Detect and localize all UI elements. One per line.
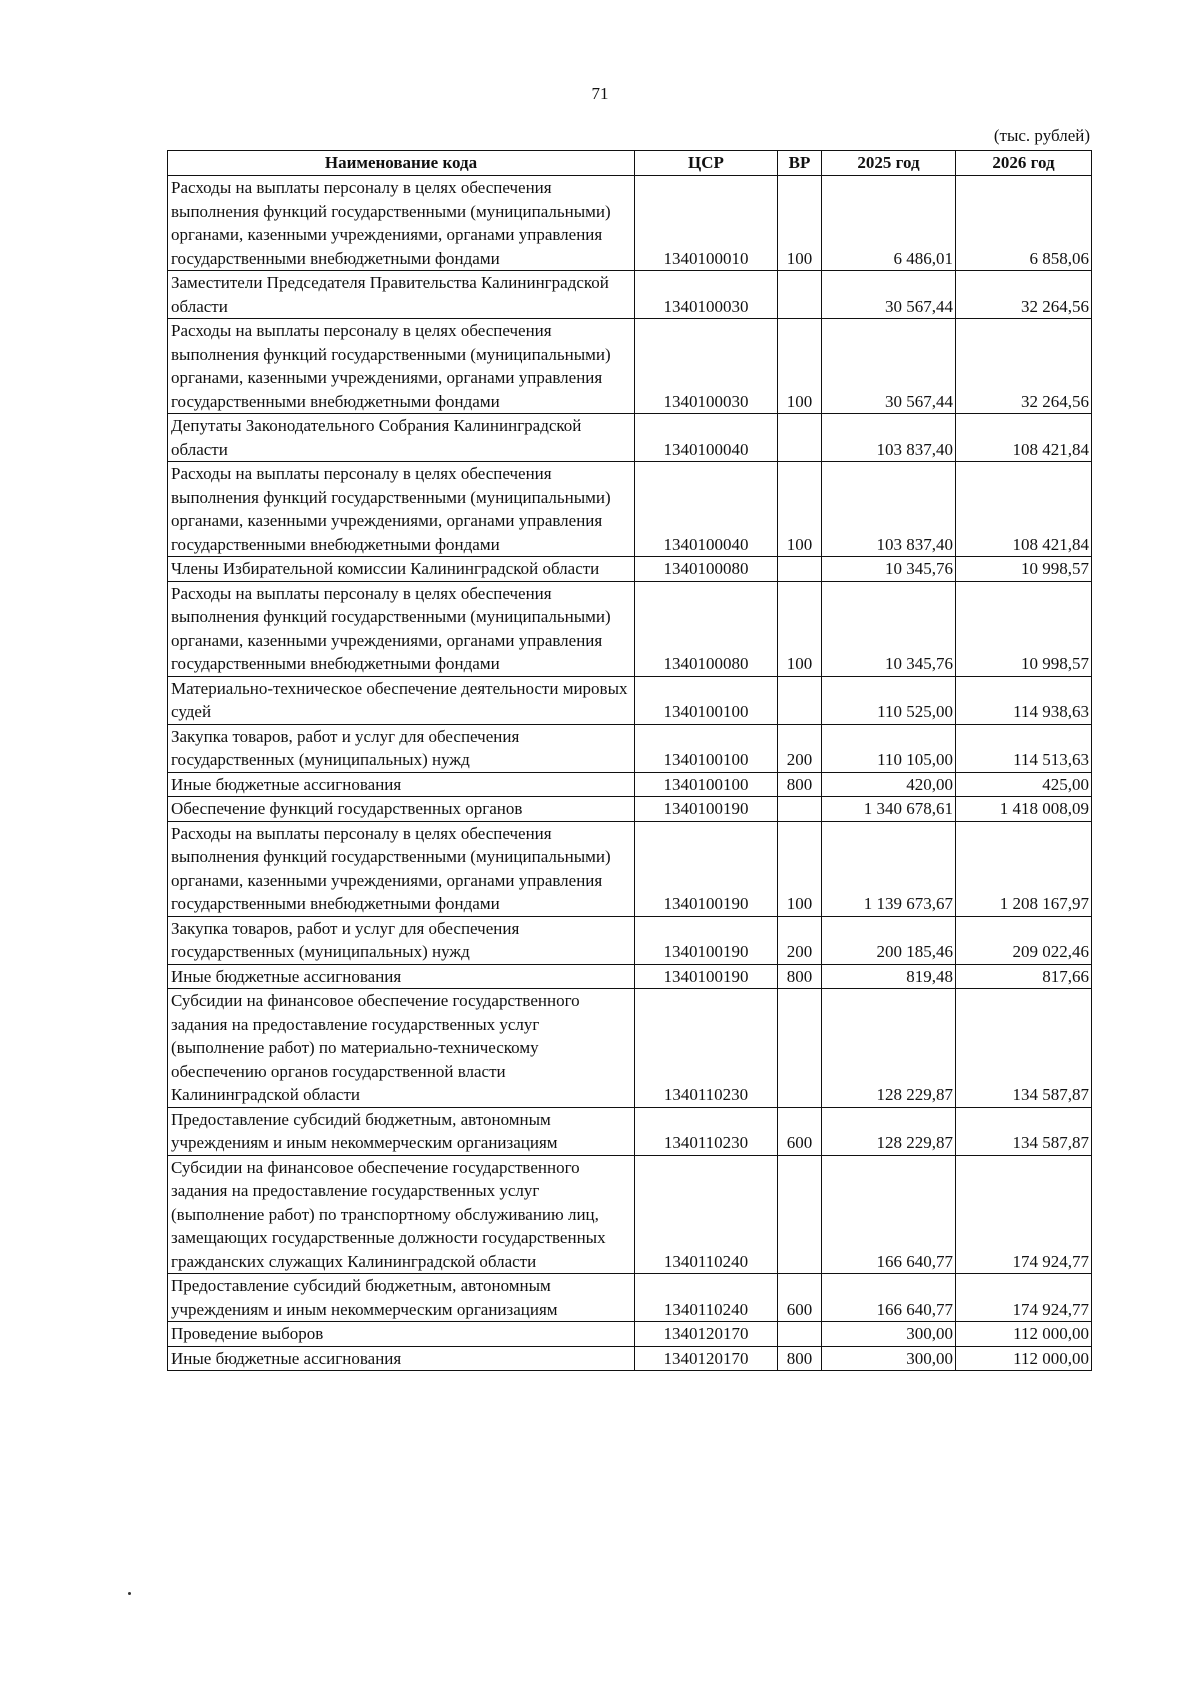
row-name-cell: Депутаты Законодательного Собрания Калининградской области: [168, 414, 635, 462]
row-2025-cell: 420,00: [822, 772, 956, 797]
table-row: [168, 676, 1092, 724]
table-row: [168, 1107, 1092, 1155]
row-code-cell: 1340110230: [635, 1107, 778, 1155]
row-vr-cell: 600: [778, 1107, 822, 1155]
row-code-cell: 1340110240: [635, 1274, 778, 1322]
row-name-cell: Предоставление субсидий бюджетным, автономным учреждениям и иным некоммерческим организациям: [168, 1107, 635, 1155]
table-row: [168, 1322, 1092, 1347]
row-code-cell: 1340120170: [635, 1322, 778, 1347]
row-code-cell: 1340100080: [635, 581, 778, 676]
row-2026-cell: 209 022,46: [956, 916, 1092, 964]
header-code: ЦСР: [635, 151, 778, 176]
row-name-cell: Расходы на выплаты персоналу в целях обеспечения выполнения функций государственными (муниципальными) органами, казенными учреждениями, органами управления государственными внебюджетными фондами: [168, 462, 635, 557]
scan-speck: [128, 1592, 131, 1595]
table-row: [168, 462, 1092, 557]
row-2025-cell: 1 340 678,61: [822, 797, 956, 822]
budget-table: [167, 150, 1092, 1371]
row-vr-cell: 100: [778, 176, 822, 271]
row-vr-cell: [778, 797, 822, 822]
header-name: Наименование кода: [168, 151, 635, 176]
row-2026-cell: 112 000,00: [956, 1322, 1092, 1347]
row-2025-cell: 110 105,00: [822, 724, 956, 772]
row-2026-cell: 114 513,63: [956, 724, 1092, 772]
row-2026-cell: 174 924,77: [956, 1274, 1092, 1322]
row-2026-cell: 108 421,84: [956, 414, 1092, 462]
row-name-cell: Расходы на выплаты персоналу в целях обеспечения выполнения функций государственными (муниципальными) органами, казенными учреждениями, органами управления государственными внебюджетными фондами: [168, 319, 635, 414]
row-2025-cell: 300,00: [822, 1346, 956, 1371]
row-2026-cell: 32 264,56: [956, 271, 1092, 319]
row-2025-cell: 103 837,40: [822, 462, 956, 557]
row-2026-cell: 32 264,56: [956, 319, 1092, 414]
table-header-row: [168, 151, 1092, 176]
row-name-cell: Заместители Председателя Правительства Калининградской области: [168, 271, 635, 319]
row-name-cell: Закупка товаров, работ и услуг для обеспечения государственных (муниципальных) нужд: [168, 916, 635, 964]
row-vr-cell: [778, 989, 822, 1108]
row-2026-cell: 134 587,87: [956, 1107, 1092, 1155]
row-name-cell: Предоставление субсидий бюджетным, автономным учреждениям и иным некоммерческим организациям: [168, 1274, 635, 1322]
row-2026-cell: 114 938,63: [956, 676, 1092, 724]
row-vr-cell: [778, 676, 822, 724]
table-row: [168, 964, 1092, 989]
row-2025-cell: 128 229,87: [822, 989, 956, 1108]
row-name-cell: Иные бюджетные ассигнования: [168, 1346, 635, 1371]
row-name-cell: Расходы на выплаты персоналу в целях обеспечения выполнения функций государственными (муниципальными) органами, казенными учреждениями, органами управления государственными внебюджетными фондами: [168, 581, 635, 676]
row-vr-cell: 200: [778, 724, 822, 772]
row-code-cell: 1340100040: [635, 414, 778, 462]
row-code-cell: 1340100080: [635, 557, 778, 582]
row-code-cell: 1340100030: [635, 319, 778, 414]
header-2026: 2026 год: [956, 151, 1092, 176]
row-vr-cell: [778, 271, 822, 319]
row-vr-cell: [778, 1155, 822, 1274]
row-vr-cell: [778, 557, 822, 582]
row-vr-cell: 600: [778, 1274, 822, 1322]
row-name-cell: Иные бюджетные ассигнования: [168, 964, 635, 989]
row-code-cell: 1340100100: [635, 724, 778, 772]
row-2025-cell: 10 345,76: [822, 557, 956, 582]
row-2025-cell: 103 837,40: [822, 414, 956, 462]
row-vr-cell: 100: [778, 462, 822, 557]
row-2025-cell: 166 640,77: [822, 1155, 956, 1274]
row-2026-cell: 108 421,84: [956, 462, 1092, 557]
table-row: [168, 581, 1092, 676]
row-2025-cell: 30 567,44: [822, 319, 956, 414]
row-name-cell: Субсидии на финансовое обеспечение государственного задания на предоставление государственных услуг (выполнение работ) по материально-техническому обеспечению органов государственной власти Калининградской области: [168, 989, 635, 1108]
row-code-cell: 1340100190: [635, 916, 778, 964]
row-code-cell: 1340100100: [635, 772, 778, 797]
row-name-cell: Проведение выборов: [168, 1322, 635, 1347]
row-2025-cell: 819,48: [822, 964, 956, 989]
row-name-cell: Субсидии на финансовое обеспечение государственного задания на предоставление государственных услуг (выполнение работ) по транспортному обслуживанию лиц, замещающих государственные должности государственных гражданских служащих Калининградской области: [168, 1155, 635, 1274]
header-vr: ВР: [778, 151, 822, 176]
row-name-cell: Расходы на выплаты персоналу в целях обеспечения выполнения функций государственными (муниципальными) органами, казенными учреждениями, органами управления государственными внебюджетными фондами: [168, 176, 635, 271]
row-2025-cell: 110 525,00: [822, 676, 956, 724]
row-code-cell: 1340110240: [635, 1155, 778, 1274]
table-row: [168, 989, 1092, 1108]
row-vr-cell: 200: [778, 916, 822, 964]
row-2026-cell: 425,00: [956, 772, 1092, 797]
table-row: [168, 916, 1092, 964]
row-2026-cell: 10 998,57: [956, 557, 1092, 582]
table-row: [168, 319, 1092, 414]
row-vr-cell: 100: [778, 581, 822, 676]
row-2026-cell: 112 000,00: [956, 1346, 1092, 1371]
row-code-cell: 1340100030: [635, 271, 778, 319]
row-2025-cell: 166 640,77: [822, 1274, 956, 1322]
row-vr-cell: [778, 414, 822, 462]
row-2025-cell: 30 567,44: [822, 271, 956, 319]
row-2026-cell: 174 924,77: [956, 1155, 1092, 1274]
table-row: [168, 821, 1092, 916]
row-name-cell: Расходы на выплаты персоналу в целях обеспечения выполнения функций государственными (муниципальными) органами, казенными учреждениями, органами управления государственными внебюджетными фондами: [168, 821, 635, 916]
row-2026-cell: 6 858,06: [956, 176, 1092, 271]
row-2025-cell: 10 345,76: [822, 581, 956, 676]
row-vr-cell: 100: [778, 821, 822, 916]
row-2025-cell: 200 185,46: [822, 916, 956, 964]
row-vr-cell: 800: [778, 772, 822, 797]
row-name-cell: Закупка товаров, работ и услуг для обеспечения государственных (муниципальных) нужд: [168, 724, 635, 772]
row-code-cell: 1340100190: [635, 797, 778, 822]
row-vr-cell: 800: [778, 964, 822, 989]
row-code-cell: 1340100190: [635, 964, 778, 989]
row-2026-cell: 1 208 167,97: [956, 821, 1092, 916]
table-row: [168, 414, 1092, 462]
row-code-cell: 1340100100: [635, 676, 778, 724]
page-number: 71: [591, 84, 609, 103]
table-row: [168, 772, 1092, 797]
table-row: [168, 1155, 1092, 1274]
header-2025: 2025 год: [822, 151, 956, 176]
table-row: [168, 724, 1092, 772]
table-row: [168, 176, 1092, 271]
row-2025-cell: 6 486,01: [822, 176, 956, 271]
table-row: [168, 557, 1092, 582]
table-row: [168, 1274, 1092, 1322]
row-2026-cell: 134 587,87: [956, 989, 1092, 1108]
row-2026-cell: 1 418 008,09: [956, 797, 1092, 822]
row-2025-cell: 300,00: [822, 1322, 956, 1347]
row-2026-cell: 10 998,57: [956, 581, 1092, 676]
row-vr-cell: [778, 1322, 822, 1347]
row-code-cell: 1340100040: [635, 462, 778, 557]
row-name-cell: Материально-техническое обеспечение деятельности мировых судей: [168, 676, 635, 724]
row-2025-cell: 1 139 673,67: [822, 821, 956, 916]
table-row: [168, 271, 1092, 319]
row-name-cell: Иные бюджетные ассигнования: [168, 772, 635, 797]
row-code-cell: 1340120170: [635, 1346, 778, 1371]
row-code-cell: 1340110230: [635, 989, 778, 1108]
row-name-cell: Члены Избирательной комиссии Калининградской области: [168, 557, 635, 582]
row-vr-cell: 100: [778, 319, 822, 414]
row-vr-cell: 800: [778, 1346, 822, 1371]
row-code-cell: 1340100190: [635, 821, 778, 916]
row-code-cell: 1340100010: [635, 176, 778, 271]
row-2025-cell: 128 229,87: [822, 1107, 956, 1155]
row-2026-cell: 817,66: [956, 964, 1092, 989]
row-name-cell: Обеспечение функций государственных органов: [168, 797, 635, 822]
table-body: [168, 176, 1092, 1371]
table-row: [168, 1346, 1092, 1371]
units-label: (тыс. рублей): [993, 126, 1090, 145]
table-row: [168, 797, 1092, 822]
